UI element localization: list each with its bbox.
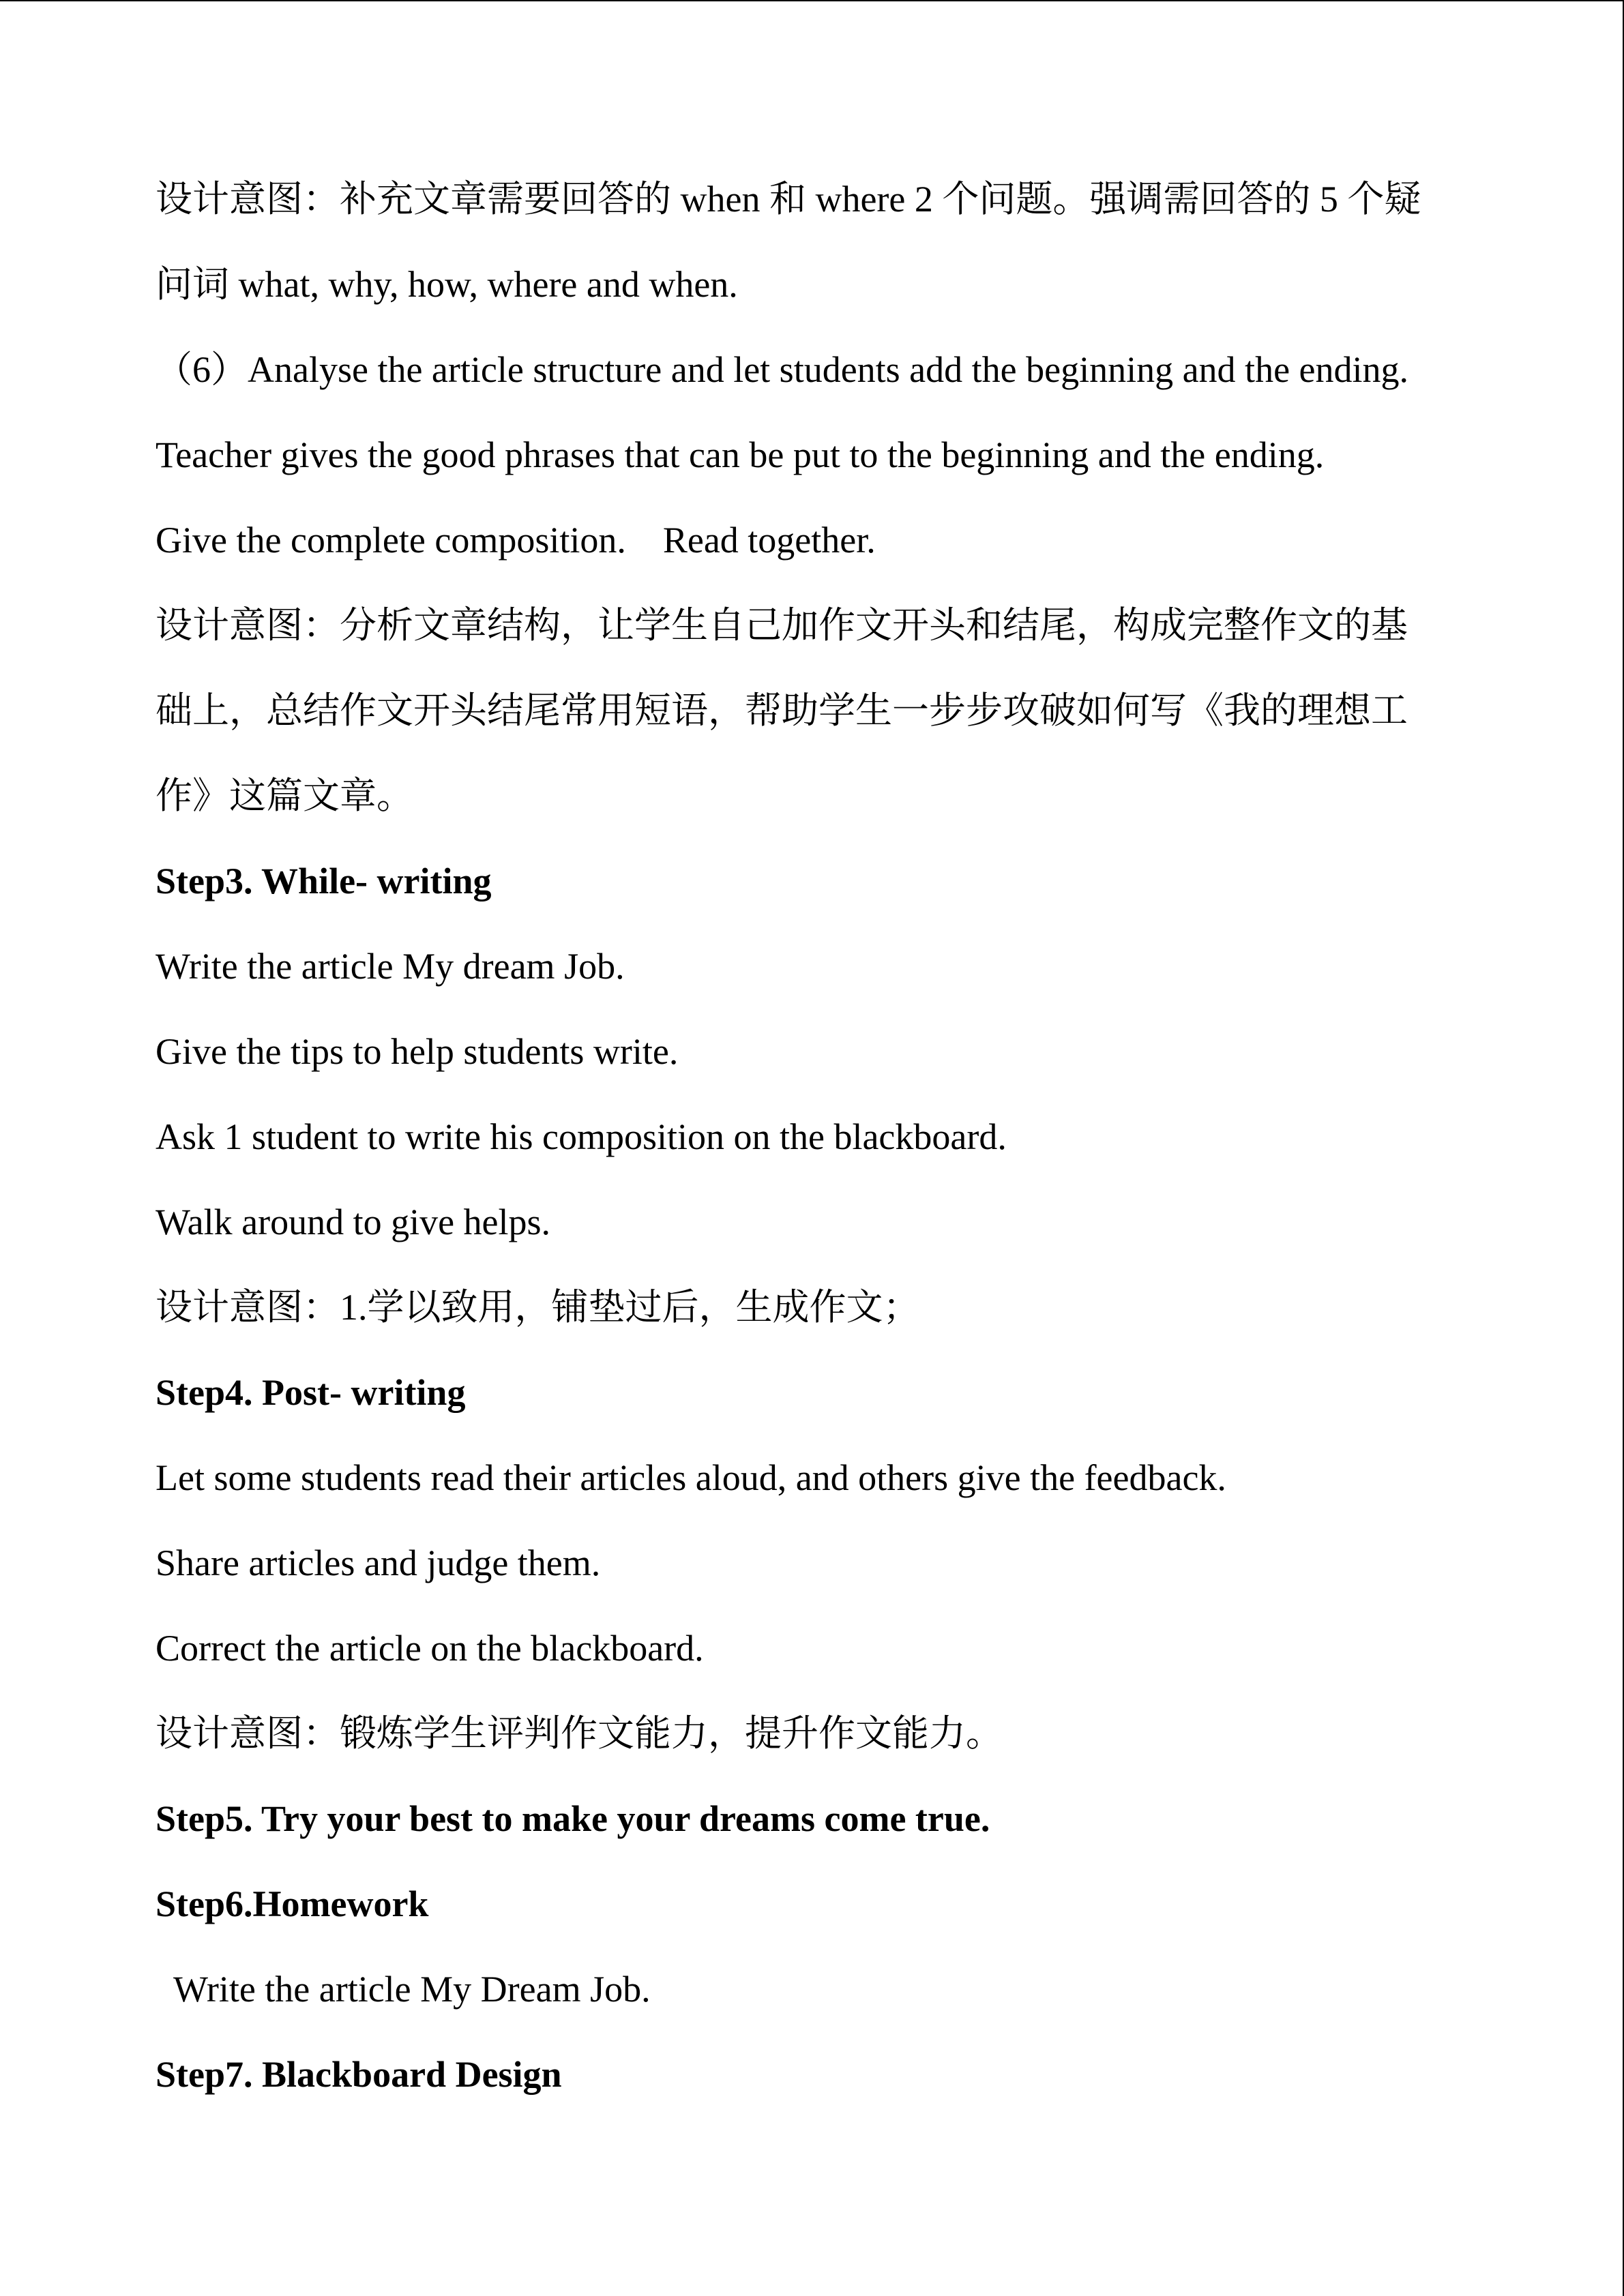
step3-heading: Step3. While- writing	[156, 861, 492, 901]
page-top-border	[0, 0, 1624, 1]
step-6-analyse-line: （6）Analyse the article structure and let students add the beginning and the ending.	[156, 349, 1409, 390]
design-intent-line-1: 设计意图：补充文章需要回答的 when 和 where 2 个问题。强调需回答的 5 个疑	[156, 179, 1421, 220]
design-intent-apply-line: 设计意图：1.学以致用，铺垫过后，生成作文；	[156, 1287, 920, 1328]
read-aloud-line: Let some students read their articles aloud, and others give the feedback.	[156, 1457, 1226, 1498]
correct-article-line: Correct the article on the blackboard.	[156, 1628, 704, 1669]
design-intent-line-2: 问词 what, why, how, where and when.	[156, 264, 738, 305]
share-articles-line: Share articles and judge them.	[156, 1542, 601, 1583]
walk-around-line: Walk around to give helps.	[156, 1202, 551, 1242]
design-intent-structure-line-3: 作》这篇文章。	[156, 775, 413, 816]
blackboard-student-line: Ask 1 student to write his composition on the blackboard.	[156, 1116, 1007, 1157]
teacher-phrases-line: Teacher gives the good phrases that can be put to the beginning and the ending.	[156, 434, 1325, 475]
give-tips-line: Give the tips to help students write.	[156, 1031, 679, 1072]
document-page	[156, 164, 1492, 2124]
step7-heading: Step7. Blackboard Design	[156, 2054, 562, 2095]
complete-composition-line: Give the complete composition. Read together.	[156, 520, 876, 561]
step5-heading: Step5. Try your best to make your dreams come true.	[156, 1798, 990, 1839]
design-intent-judge-line: 设计意图：锻炼学生评判作文能力，提升作文能力。	[156, 1713, 1003, 1754]
step6-heading: Step6.Homework	[156, 1883, 429, 1924]
design-intent-structure-line-2: 础上，总结作文开头结尾常用短语，帮助学生一步步攻破如何写《我的理想工	[156, 690, 1408, 731]
homework-line: Write the article My Dream Job.	[156, 1969, 651, 2010]
design-intent-structure-line-1: 设计意图：分析文章结构，让学生自己加作文开头和结尾，构成完整作文的基	[156, 605, 1408, 646]
write-article-line: Write the article My dream Job.	[156, 946, 625, 987]
step4-heading: Step4. Post- writing	[156, 1372, 466, 1413]
